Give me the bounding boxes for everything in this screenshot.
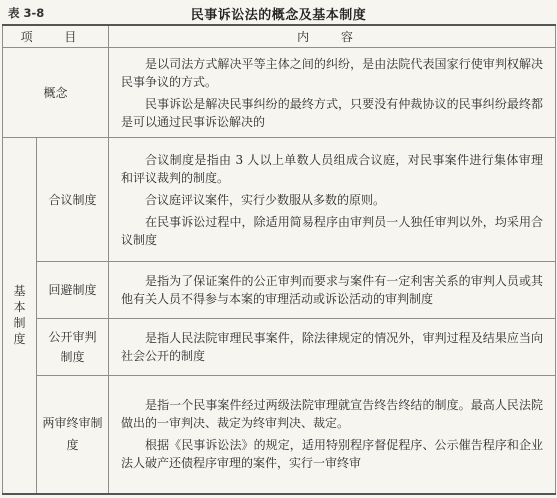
concept-label: 概念: [3, 48, 109, 138]
row-label: 两审终审制度: [37, 376, 109, 494]
table-title: 民事诉讼法的概念及基本制度: [190, 8, 367, 23]
row-paragraph: 根据《民事诉讼法》的规定，适用特别程序督促程序、公示催告程序和企业法人破产还债程序审理的案件，实行一审终审: [121, 438, 544, 471]
row-paragraph: 是指人民法院审理民事案件，除法律规定的情况外，审判过程及结果应当向社会公开的制度: [121, 331, 544, 363]
row-paragraph: 在民事诉讼过程中，除适用简易程序由审判员一人独任审判以外，均采用合议制度: [121, 214, 544, 247]
concept-content: [109, 48, 556, 138]
basic-system-cell: [3, 138, 37, 494]
row-content: [109, 319, 556, 376]
table-row: [3, 262, 556, 319]
header-item: 项 目: [3, 25, 109, 48]
table-number: 表 3-8: [8, 6, 45, 20]
row-label: 合议制度: [37, 138, 109, 262]
row-content: [109, 138, 556, 262]
row-paragraph: 合议制度是指由 3 人以上单数人员组成合议庭，对民事案件进行集体审理和评议裁判的制度。: [121, 152, 544, 185]
row-paragraph: 是指为了保证案件的公正审判而要求与案件有一定利害关系的审判人员或其他有关人员不得参与本案的审理活动或诉讼活动的审判制度: [121, 274, 544, 306]
row-content: [109, 376, 556, 494]
row-label: 公开审判制度: [37, 319, 109, 376]
basic-system-label: 基本制度: [13, 284, 26, 347]
table-row: [3, 138, 556, 262]
header-row: [3, 25, 556, 48]
row-label: 回避制度: [37, 262, 109, 319]
row-paragraph: 合议庭评议案件，实行少数服从多数的原则。: [145, 192, 386, 207]
row-paragraph: 是指一个民事案件经过两级法院审理就宣告终告终结的制度。最高人民法院做出的一审判决、裁定为终审判决、裁定。: [121, 398, 544, 431]
table-caption: [6, 3, 551, 23]
table-row: [3, 319, 556, 376]
concept-paragraph: 民事诉讼是解决民事纠纷的最终方式，只要没有仲裁协议的民事纠纷最终都是可以通过民事诉讼解决的: [121, 96, 544, 129]
header-content: 内 容: [109, 25, 556, 48]
concept-table: [2, 24, 556, 495]
table-row: [3, 48, 556, 138]
concept-paragraph: 是以司法方式解决平等主体之间的纠纷，是由法院代表国家行使审判权解决民事争议的方式。: [121, 56, 544, 89]
row-content: [109, 262, 556, 319]
table-row: [3, 376, 556, 494]
